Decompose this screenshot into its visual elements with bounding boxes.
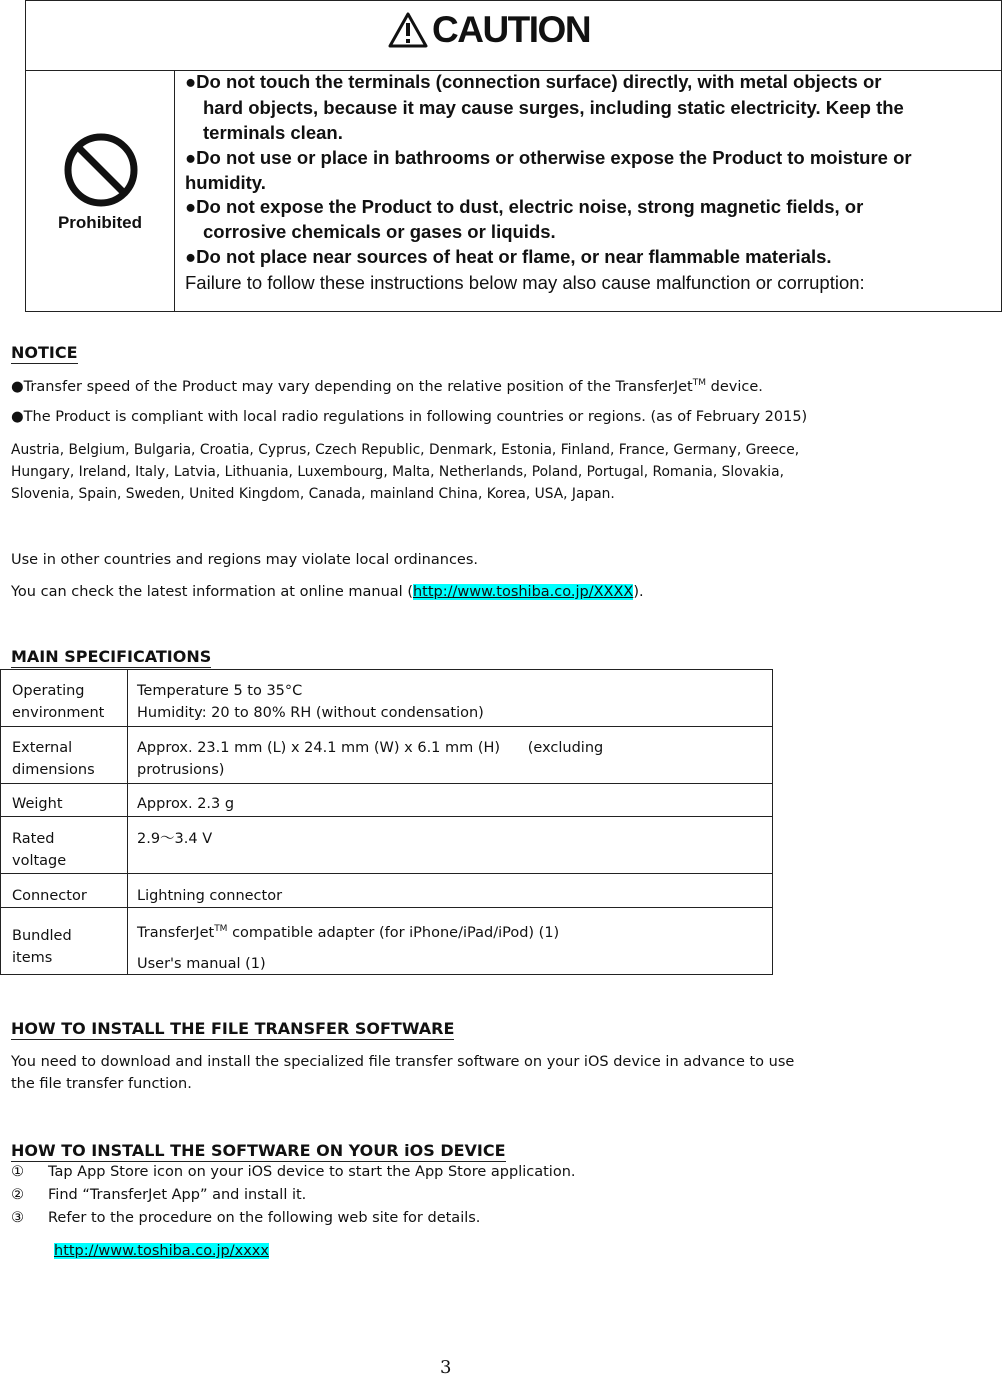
notice-check-end: ). (633, 584, 644, 600)
countries-line: Hungary, Ireland, Italy, Latvia, Lithuania, Luxembourg, Malta, Netherlands, Poland, Portugal, Romania, Slovakia, (11, 464, 784, 480)
spec-label: Connector (12, 888, 87, 904)
specs-heading: MAIN SPECIFICATIONS (11, 647, 212, 666)
spec-value: TransferJet™ compatible adapter (for iPhone/iPad/iPod) (1) User's manual (1) (137, 924, 560, 972)
install-file-heading: HOW TO INSTALL THE FILE TRANSFER SOFTWARE (11, 1019, 455, 1038)
spec-label: Operating environment (12, 683, 105, 721)
procedure-link (54, 1243, 269, 1259)
install-step: ① Tap App Store icon on your iOS device to start the App Store application. (11, 1164, 576, 1180)
procedure-link-url[interactable]: http://www.toshiba.co.jp/xxxx (54, 1243, 269, 1259)
caution-line: ●Do not expose the Product to dust, electric noise, strong magnetic fields, or (185, 196, 864, 217)
specs-row-border (1, 783, 772, 784)
prohibited-cell (26, 70, 175, 311)
install-step: ② Find “TransferJet App” and install it. (11, 1187, 307, 1203)
spec-value: Lightning connector (137, 888, 283, 904)
caution-footer: Failure to follow these instructions below may also cause malfunction or corruption: (185, 272, 865, 293)
notice-check (11, 584, 644, 600)
specs-row-border (1, 873, 772, 874)
trademark-sup: TM (214, 924, 228, 934)
caution-line: hard objects, because it may cause surges, including static electricity. Keep the (203, 97, 904, 118)
notice-compliant: ●The Product is compliant with local radio regulations in following countries or regions. (as of February 2015) (11, 409, 808, 425)
spec-label: Rated voltage (12, 831, 67, 869)
spec-label: Weight (12, 796, 63, 812)
notice-check-text: You can check the latest information at online manual ( (11, 584, 413, 600)
install-ios-heading: HOW TO INSTALL THE SOFTWARE ON YOUR iOS DEVICE (11, 1141, 506, 1160)
notice-speed (11, 378, 763, 395)
caution-word: CAUTION (432, 9, 591, 50)
page-number: 3 (440, 1357, 452, 1378)
install-file-text: the file transfer function. (11, 1076, 192, 1092)
caution-line: ●Do not use or place in bathrooms or otherwise expose the Product to moisture or (185, 147, 912, 168)
countries-line: Austria, Belgium, Bulgaria, Croatia, Cyprus, Czech Republic, Denmark, Estonia, Finland, France, Germany, Greece, (11, 442, 800, 458)
specs-row-border (1, 726, 772, 727)
specs-table (0, 669, 773, 975)
notice-other-use: Use in other countries and regions may violate local ordinances. (11, 552, 478, 568)
caution-line: ●Do not touch the terminals (connection surface) directly, with metal objects or (185, 71, 882, 92)
prohibited-icon (63, 132, 139, 208)
specs-row-border (1, 907, 772, 908)
spec-value: 2.9～3.4 V (137, 831, 213, 847)
caution-line: corrosive chemicals or gases or liquids. (203, 221, 556, 242)
caution-title (388, 9, 590, 51)
spec-value: Approx. 2.3 g (137, 796, 235, 812)
specs-row-border (1, 816, 772, 817)
online-manual-link[interactable]: http://www.toshiba.co.jp/XXXX (412, 584, 634, 600)
caution-line: ●Do not place near sources of heat or flame, or near flammable materials. (185, 246, 832, 267)
spec-label: External dimensions (12, 740, 95, 778)
install-file-text: You need to download and install the specialized file transfer software on your iOS device in advance to use (11, 1054, 795, 1070)
spec-label: Bundled items (12, 928, 72, 966)
notice-heading: NOTICE (11, 343, 78, 362)
notice-speed-end: device. (706, 378, 763, 395)
warning-triangle-icon (388, 12, 428, 48)
specs-divider (127, 670, 128, 974)
caution-line: humidity. (185, 172, 266, 193)
caution-box (25, 0, 1002, 312)
spec-value: Approx. 23.1 mm (L) x 24.1 mm (W) x 6.1 mm (H) (excluding protrusions) (137, 740, 604, 778)
countries-line: Slovenia, Spain, Sweden, United Kingdom, Canada, mainland China, Korea, USA, Japan. (11, 486, 615, 502)
caution-line: terminals clean. (203, 122, 343, 143)
prohibited-label: Prohibited (57, 213, 143, 232)
caution-header (26, 1, 1001, 71)
spec-value: Temperature 5 to 35°C Humidity: 20 to 80% RH (without condensation) (137, 683, 484, 721)
notice-speed-text: ●Transfer speed of the Product may vary depending on the relative position of the TransferJet (11, 378, 693, 395)
install-step: ③ Refer to the procedure on the following web site for details. (11, 1210, 481, 1226)
trademark-sup: TM (692, 378, 706, 388)
